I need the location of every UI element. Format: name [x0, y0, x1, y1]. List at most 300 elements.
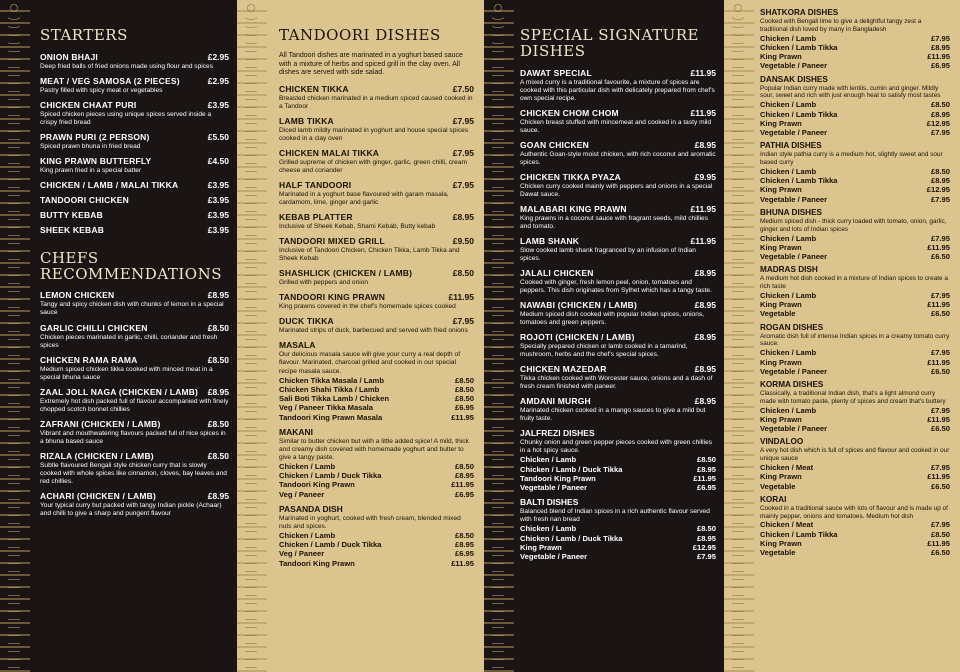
option-price: £6.50 [930, 424, 950, 434]
item-name: SHASHLICK (CHICKEN / LAMB) [279, 268, 413, 279]
dish-group-korma [760, 380, 950, 433]
starters-title: STARTERS [40, 26, 128, 44]
group-name: BALTI DISHES [520, 497, 579, 508]
option-label: Veg / Paneer [279, 489, 325, 499]
menu-item [520, 204, 716, 231]
dish-group-vindaloo [760, 437, 950, 490]
option-label: Vegetable / Paneer [760, 61, 828, 71]
option-label: Sali Boti Tikka Lamb / Chicken [279, 394, 390, 404]
group-desc: Classically, a traditional Indian dish, that's a light almond curry made with tomato paste, plenty of spices and cream that's buttery [760, 390, 946, 405]
option-label: Vegetable [760, 548, 796, 558]
option-row [520, 534, 716, 543]
item-price: £4.50 [207, 155, 229, 166]
item-name: CHICKEN RAMA RAMA [40, 354, 138, 365]
option-row [760, 252, 950, 261]
option-row [760, 291, 950, 300]
group-name: MASALA [279, 340, 316, 351]
dish-group-korai [760, 495, 950, 558]
item-name: HALF TANDOORI [279, 180, 352, 191]
item-price: £3.95 [207, 209, 229, 220]
item-price: £3.95 [207, 99, 229, 110]
item-desc: Grilled with peppers and onion [279, 279, 369, 287]
item-desc: Chicken breast stuffed with mincemeat and cooked in a tasty mild sauce. [520, 118, 712, 134]
item-desc: Deep fried balls of fried onions made using flour and spices [40, 62, 214, 70]
option-price: £11.95 [927, 357, 950, 367]
item-name: CHICKEN MALAI TIKKA [279, 148, 380, 159]
menu-item [40, 156, 229, 175]
option-price: £12.95 [926, 118, 950, 128]
item-name: ROJOTI (CHICKEN / LAMB) [520, 332, 635, 343]
menu-item [40, 451, 229, 486]
menu-item [40, 491, 229, 518]
option-row [760, 367, 950, 376]
menu-item [40, 180, 229, 190]
option-row [279, 531, 474, 540]
option-row [760, 406, 950, 415]
menu-item [40, 210, 229, 220]
group-name: PASANDA DISH [279, 503, 343, 514]
option-label: Tandoori King Prawn Masala [279, 412, 383, 422]
option-row [760, 539, 950, 548]
option-label: King Prawn [760, 414, 802, 424]
item-name: PRAWN PURI (2 PERSON) [40, 131, 150, 142]
option-label: Chicken / Lamb / Duck Tikka [279, 540, 382, 550]
menu-item [40, 132, 229, 151]
item-name: RIZALA (CHICKEN / LAMB) [40, 450, 154, 461]
option-price: £11.95 [927, 538, 950, 548]
item-name: CHICKEN TIKKA [279, 84, 349, 94]
option-label: Vegetable / Paneer [760, 128, 828, 137]
item-name: ZAAL JOLL NAGA (CHICKEN / LAMB) [40, 386, 199, 397]
menu-item [279, 116, 474, 143]
option-row [760, 482, 950, 491]
item-name: KING PRAWN BUTTERFLY [40, 155, 152, 166]
item-desc: Inclusive of Sheek Kebab, Shami Kebab, Butty kebab [279, 223, 436, 231]
group-name: KORAI [760, 494, 787, 504]
group-desc: Medium spiced dish - thick curry loaded with tomato, onion, garlic, ginger and lots of Indian spices [760, 217, 947, 233]
option-label: Chicken / Lamb Tikka [760, 529, 838, 539]
item-name: TANDOORI CHICKEN [40, 194, 129, 205]
menu-item [520, 364, 716, 391]
option-label: Vegetable / Paneer [760, 194, 828, 204]
option-price: £8.95 [696, 533, 716, 543]
option-price: £7.95 [930, 128, 950, 137]
option-row [760, 472, 950, 481]
option-label: Vegetable [760, 309, 796, 319]
option-price: £7.95 [930, 405, 950, 415]
ornament-border [0, 0, 30, 672]
option-price: £8.50 [696, 524, 716, 534]
ornament-border [237, 0, 267, 672]
item-desc: Specially prepared chicken or lamb cooked in a tamarind, mushroom, herbs and the chef's special spices. [520, 343, 688, 359]
item-name: KEBAB PLATTER [279, 212, 353, 223]
menu-item [40, 52, 229, 71]
item-desc: Diced lamb mildly marinated in yoghurt and house special spices cooked in a clay oven [279, 127, 469, 143]
option-label: Chicken / Meat [760, 520, 814, 530]
dish-group-jalfrezi [520, 428, 716, 492]
item-price: £7.95 [452, 148, 474, 159]
option-row [760, 309, 950, 318]
option-label: Chicken / Lamb [760, 33, 817, 43]
option-label: Chicken / Lamb / Duck Tikka [520, 464, 623, 474]
group-name: PATHIA DISHES [760, 141, 822, 151]
option-price: £12.95 [926, 185, 950, 195]
item-desc: King prawn fried in a special batter [40, 166, 142, 174]
option-price: £8.95 [930, 42, 950, 52]
option-row [760, 34, 950, 43]
group-name: ROGAN DISHES [760, 322, 824, 332]
group-desc: Our delicious masala sauce will give your curry a real depth of flavour. Marinated, charcoal grilled and cooked in our special recipe masala sauce. [279, 351, 461, 375]
item-name: JALALI CHICKEN [520, 267, 594, 278]
menu-item [279, 316, 474, 335]
option-price: £6.95 [454, 489, 474, 499]
option-row [520, 465, 716, 474]
option-price: £8.95 [930, 109, 950, 119]
item-name: TANDOORI KING PRAWN [279, 292, 386, 303]
option-row [279, 394, 474, 403]
menu-item [520, 268, 716, 295]
menu-item [40, 355, 229, 382]
tandoori-title: TANDOORI DISHES [279, 26, 441, 44]
option-row [760, 119, 950, 128]
item-price: £8.50 [207, 322, 229, 333]
item-name: CHICKEN TIKKA PYAZA [520, 171, 621, 182]
option-row [760, 185, 950, 194]
item-desc: Marinated chicken cooked in a mango sauces to give a mild but fruity taste. [520, 407, 706, 423]
menu-item [520, 68, 716, 103]
option-price: £11.95 [693, 473, 716, 483]
option-label: Chicken / Lamb / Duck Tikka [279, 471, 382, 481]
option-row [520, 455, 716, 464]
item-name: SHEEK KEBAB [40, 224, 105, 235]
item-desc: Grilled supreme of chicken with ginger, garlic, green chilli, cream cheese and coriander [279, 159, 468, 175]
item-name: GARLIC CHILLI CHICKEN [40, 322, 148, 333]
item-desc: Your typical curry but packed with tangy Indian pickle (Achaar) and chilli to give a sharp and pungent flavour [40, 501, 222, 517]
item-price: £11.95 [690, 203, 716, 214]
option-label: Chicken / Lamb / Duck Tikka [520, 533, 623, 543]
item-desc: A mixed curry is a traditional favourite, a mixture of spices are cooked with this particular dish with delicately prepared from chef's own special recipe. [520, 78, 715, 102]
dish-group-dansak [760, 75, 950, 138]
option-row [279, 549, 474, 558]
option-price: £6.50 [930, 309, 950, 319]
item-desc: Vibrant and mouthwatering flavours packed full of nice spices in a bhuna based sauce [40, 429, 226, 445]
option-row [760, 195, 950, 204]
dish-group-rogan [760, 323, 950, 376]
item-desc: Authentic Goan-style moist chicken, with rich coconut and aromatic spices. [520, 150, 716, 166]
item-desc: Spiced prawn bhuna in fried bread [40, 142, 141, 150]
group-desc: Similar to butter chicken but with a little added spice! A mild, thick and creamy dish covered with homemade yoghurt and butter to give a tangy paste. [279, 437, 469, 461]
item-price: £7.95 [452, 180, 474, 191]
option-row [760, 52, 950, 61]
option-row [760, 43, 950, 52]
signature-title: SPECIAL SIGNATURE DISHES [520, 26, 699, 60]
menu-item [520, 140, 716, 167]
menu-item [520, 172, 716, 199]
item-name: CHICKEN / LAMB / MALAI TIKKA [40, 179, 179, 190]
item-price: £8.50 [207, 354, 229, 365]
option-price: £6.95 [454, 403, 474, 413]
option-label: Vegetable / Paneer [760, 252, 828, 261]
menu-item [40, 323, 229, 350]
option-price: £8.50 [454, 384, 474, 394]
option-price: £6.50 [930, 252, 950, 261]
item-price: £9.95 [694, 171, 716, 182]
option-row [760, 234, 950, 243]
option-row [760, 176, 950, 185]
group-desc: A very hot dish which is full of spices and flavour and cooked in our unique sauce [760, 447, 950, 463]
item-price: £8.95 [207, 490, 229, 501]
option-row [760, 548, 950, 557]
option-label: King Prawn [520, 542, 562, 552]
item-price: £8.95 [207, 386, 229, 397]
option-row [760, 61, 950, 70]
option-row [760, 530, 950, 539]
group-name: MADRAS DISH [760, 265, 818, 275]
item-name: LAMB SHANK [520, 235, 580, 246]
group-desc: Aromatic dish full of intense Indian spices in a creamy tomato curry sauce. [760, 332, 950, 348]
group-desc: Cooked with Bengali lime to give a delightful tangy zest a traditional dish loved by many in Bangladesh [760, 18, 922, 33]
option-label: King Prawn [760, 185, 802, 195]
group-desc: Marinated in yoghurt, cooked with fresh cream, blended mixed nuts and spices. [279, 514, 461, 530]
option-row [279, 559, 474, 568]
ornament-border [484, 0, 514, 672]
option-label: King Prawn [760, 242, 802, 252]
option-label: King Prawn [760, 118, 802, 128]
option-row [520, 474, 716, 483]
menu-item [279, 148, 474, 175]
option-row [760, 358, 950, 367]
item-desc: Marinated in a yoghurt base flavoured with garam masala, cardamom, lime, ginger and garlic [279, 191, 449, 207]
group-name: BHUNA DISHES [760, 207, 823, 217]
item-price: £2.95 [207, 51, 229, 62]
option-row [760, 167, 950, 176]
option-label: King Prawn [760, 357, 802, 367]
signature-list [520, 68, 716, 424]
menu-item [279, 84, 474, 111]
option-row [279, 376, 474, 385]
item-price: £8.95 [694, 364, 716, 375]
option-price: £8.50 [454, 375, 474, 385]
group-name: DANSAK DISHES [760, 74, 828, 84]
item-desc: Marinated strips of duck, barbecued and served with fried onions [279, 327, 468, 335]
item-price: £8.95 [694, 139, 716, 150]
menu-item [520, 332, 716, 359]
menu-item [279, 292, 474, 311]
option-row [760, 424, 950, 433]
dish-group-pasanda [279, 504, 474, 568]
item-desc: Tikka chicken cooked with Worcester sauce, onions and a dash of fresh cream finished with paneer. [520, 375, 713, 391]
option-row [279, 540, 474, 549]
item-desc: Extremely hot dish packed full of flavour accompanied with finely chopped scotch bonnet chillies [40, 397, 229, 413]
option-label: Tandoori King Prawn [520, 473, 596, 483]
item-price: £8.95 [207, 290, 229, 301]
option-price: £8.50 [930, 100, 950, 110]
option-price: £8.50 [454, 530, 474, 540]
panel-signature [484, 0, 724, 672]
dish-group-pathia [760, 141, 950, 204]
option-row [279, 471, 474, 480]
option-price: £6.95 [696, 483, 716, 493]
option-label: Vegetable [760, 481, 796, 491]
dish-group-bhuna [760, 208, 950, 261]
item-price: £8.95 [694, 267, 716, 278]
item-price: £7.95 [452, 316, 474, 327]
option-row [520, 543, 716, 552]
option-row [760, 300, 950, 309]
item-desc: Inclusive of Tandoori Chicken, Chicken Tikka, Lamb Tikka and Sheek Kebab [279, 247, 460, 263]
item-name: NAWABI (CHICKEN / LAMB) [520, 299, 637, 310]
option-label: Chicken / Lamb [760, 348, 817, 358]
item-name: DUCK TIKKA [279, 316, 334, 327]
panel-curries [724, 0, 960, 672]
option-label: Vegetable / Paneer [760, 424, 828, 434]
item-price: £9.50 [452, 236, 474, 247]
option-row [279, 480, 474, 489]
dish-group-masala [279, 340, 474, 421]
item-price: £11.95 [690, 107, 716, 118]
item-price: £7.95 [452, 116, 474, 127]
item-name: TANDOORI MIXED GRILL [279, 236, 385, 247]
menu-item [279, 268, 474, 287]
item-price: £8.50 [452, 268, 474, 279]
option-price: £7.95 [930, 233, 950, 243]
item-price: £8.95 [694, 299, 716, 310]
option-row [760, 110, 950, 119]
option-price: £8.95 [454, 540, 474, 550]
item-price: £7.50 [452, 84, 474, 94]
item-name: ZAFRANI (CHICKEN / LAMB) [40, 418, 161, 429]
option-price: £8.50 [454, 394, 474, 404]
group-desc: Chunky onion and green pepper pieces cooked with green chillies in a hot spicy sauce. [520, 439, 713, 455]
option-price: £8.50 [696, 455, 716, 465]
option-price: £6.50 [930, 548, 950, 558]
option-label: Chicken / Lamb [279, 461, 336, 471]
item-name: CHICKEN CHOM CHOM [520, 107, 619, 118]
menu-item [40, 225, 229, 235]
option-label: Chicken Shahi Tikka / Lamb [279, 384, 380, 394]
item-name: CHICKEN CHAAT PURI [40, 99, 137, 110]
item-name: BUTTY KEBAB [40, 209, 103, 220]
item-price: £3.95 [207, 194, 229, 205]
item-name: LEMON CHICKEN [40, 290, 115, 301]
option-price: £11.95 [451, 412, 474, 422]
option-price: £7.95 [930, 348, 950, 358]
group-name: SHATKORA DISHES [760, 8, 839, 17]
menu-item [279, 212, 474, 231]
dish-group-balti [520, 497, 716, 561]
option-row [760, 128, 950, 137]
item-price: £2.95 [207, 75, 229, 86]
option-label: Tandoori King Prawn [279, 558, 355, 568]
ornament-border [724, 0, 754, 672]
option-price: £7.95 [930, 290, 950, 300]
option-label: King Prawn [760, 538, 802, 548]
option-price: £8.95 [696, 464, 716, 474]
option-price: £8.95 [930, 176, 950, 186]
group-name: KORMA DISHES [760, 380, 824, 389]
option-row [760, 520, 950, 529]
tandoori-list [279, 84, 474, 335]
item-price: £8.95 [452, 212, 474, 223]
item-desc: Spiced chicken pieces using unique spices served inside a crispy fried bread [40, 110, 212, 126]
option-price: £11.95 [451, 558, 474, 568]
menu-item [40, 195, 229, 205]
option-price: £6.95 [930, 61, 950, 71]
tandoori-intro: All Tandoori dishes are marinated in a yoghurt based sauce with a mixture of herbs and spiced grill in the clay oven. All dishes are served with side salad. [279, 51, 463, 77]
option-label: Chicken / Meat [760, 463, 814, 472]
option-price: £8.95 [454, 471, 474, 481]
chefs-title: CHEFS RECOMMENDATIONS [40, 248, 222, 283]
group-desc: Balanced blend of Indian spices in a rich authentic flavour served with fresh nan bread [520, 508, 710, 524]
panel-starters [0, 0, 237, 672]
option-label: King Prawn [760, 300, 802, 310]
option-row [279, 413, 474, 422]
menu-item [520, 236, 716, 263]
item-price: £8.95 [694, 396, 716, 407]
dish-group-makani [279, 427, 474, 499]
option-price: £11.95 [927, 414, 950, 424]
option-label: Chicken / Lamb [760, 405, 817, 415]
option-row [279, 385, 474, 394]
group-desc: Popular Indian curry made with lentils, cumin and ginger. Mildly sour, sweet and rich with just enough heat to satisfy most tastes [760, 84, 941, 100]
item-desc: Subtle flavoured Bengali style chicken curry that is slowly cooked with whole spices like cinnamon, cloves, bay leaves and red chillies. [40, 461, 227, 485]
item-price: £11.95 [448, 292, 474, 303]
item-desc: Tangy and spicy chicken dish with chunks of lemon in a special sauce [40, 301, 224, 317]
item-desc: King prawns covered in the chef's homemade spices cooked [279, 303, 456, 311]
option-label: Chicken / Lamb [279, 530, 336, 540]
option-price: £8.50 [930, 529, 950, 539]
item-price: £11.95 [690, 235, 716, 246]
option-row [760, 348, 950, 357]
option-price: £7.95 [930, 463, 950, 472]
option-row [760, 100, 950, 109]
option-label: Chicken / Lamb [520, 524, 577, 534]
item-price: £5.50 [207, 131, 229, 142]
option-row [279, 403, 474, 412]
option-row [520, 552, 716, 561]
group-desc: Cooked in a traditional sauce with lots of flavour and is made up of mainly pepper, onions and tomatoes. Medium hot dish [760, 504, 948, 520]
option-row [760, 243, 950, 252]
option-label: Chicken / Lamb [520, 455, 577, 465]
item-name: MEAT / VEG SAMOSA (2 PIECES) [40, 75, 180, 86]
option-label: Chicken / Lamb [760, 166, 817, 176]
menu-item [279, 236, 474, 263]
menu-item [520, 300, 716, 327]
option-price: £6.50 [930, 366, 950, 376]
option-label: Vegetable / Paneer [520, 483, 588, 493]
item-name: GOAN CHICKEN [520, 139, 589, 150]
item-price: £8.50 [207, 418, 229, 429]
group-name: MAKANI [279, 426, 313, 437]
option-label: King Prawn [760, 52, 802, 62]
option-label: Chicken Tikka Masala / Lamb [279, 375, 384, 385]
item-price: £11.95 [690, 67, 716, 78]
option-price: £7.95 [696, 552, 716, 562]
item-price: £3.95 [207, 224, 229, 235]
option-row [760, 463, 950, 472]
option-row [520, 524, 716, 533]
dish-group-shatkora [760, 8, 950, 71]
option-label: Chicken / Lamb Tikka [760, 109, 838, 119]
dish-group-madras [760, 265, 950, 318]
item-name: ONION BHAJI [40, 51, 98, 62]
option-label: Chicken / Lamb Tikka [760, 176, 838, 186]
option-label: Veg / Paneer Tikka Masala [279, 403, 373, 413]
item-name: MALABARI KING PRAWN [520, 203, 627, 214]
option-price: £11.95 [927, 52, 950, 62]
item-desc: Slow cooked lamb shank fragranced by an infusion of Indian spices. [520, 246, 696, 262]
menu-item [520, 396, 716, 423]
